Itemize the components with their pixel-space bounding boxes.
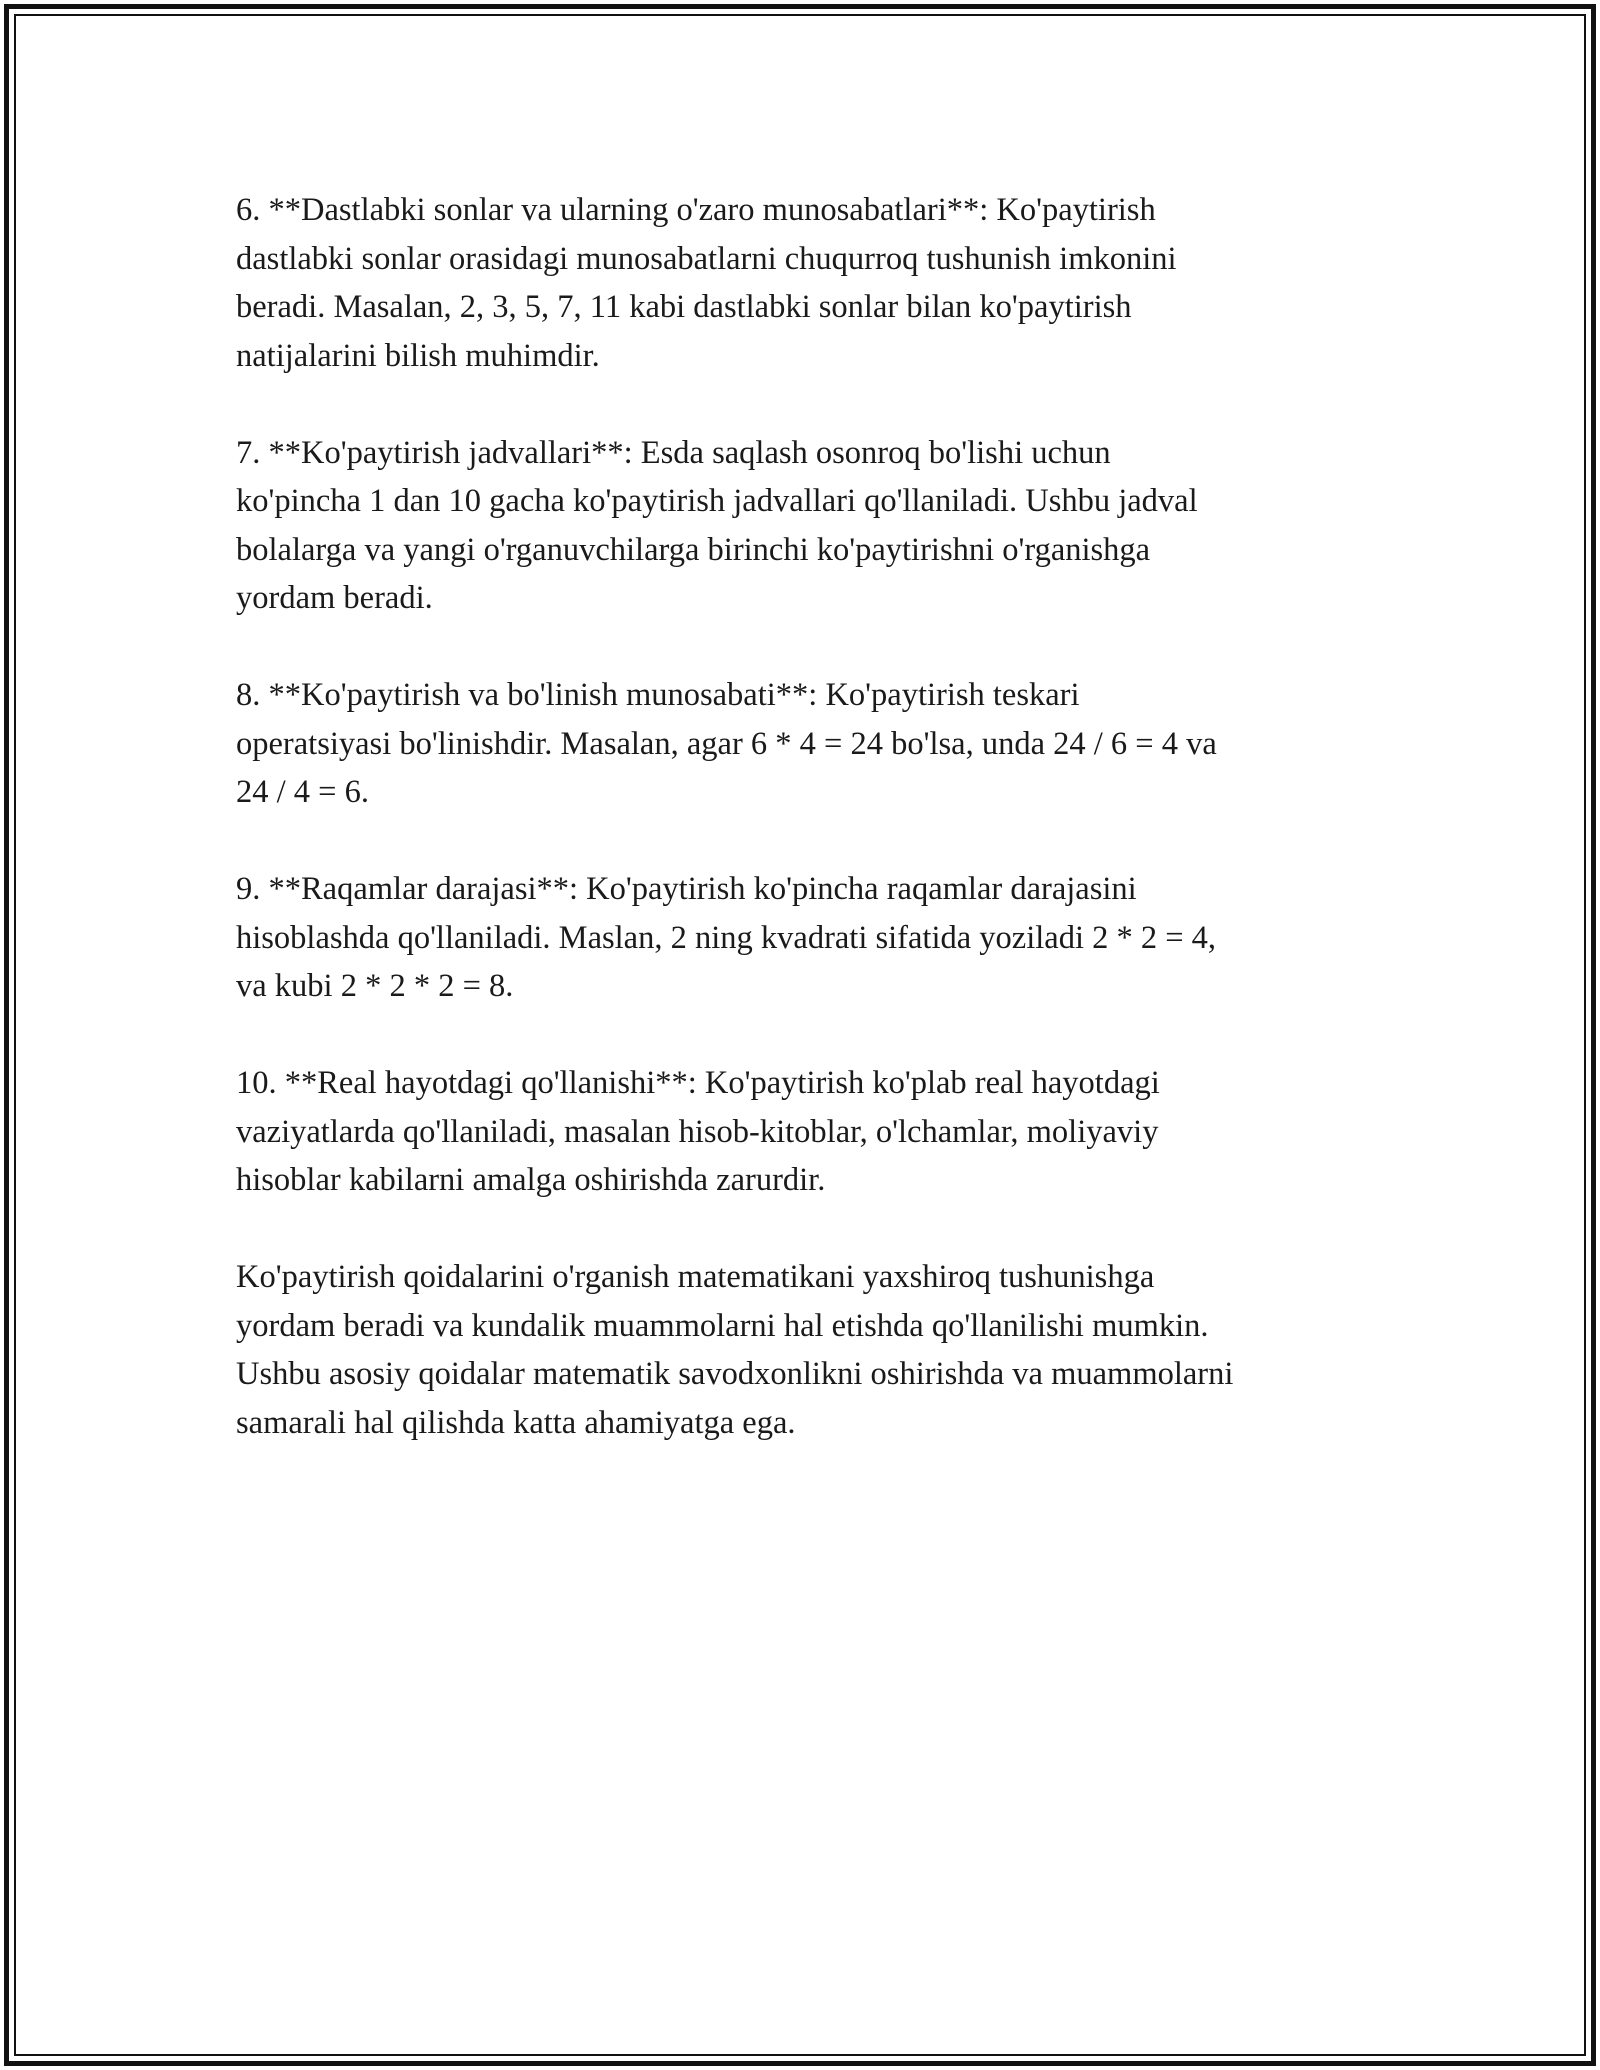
text-line: hisoblashda qo'llaniladi. Maslan, 2 ning kvadrati sifatida yoziladi 2 * 2 = 4,: [236, 919, 1217, 956]
paragraph-bolinish-munosabati: [236, 671, 1386, 817]
paragraph-dastlabki-sonlar: [236, 186, 1386, 380]
text-line: operatsiyasi bo'linishdir. Masalan, agar 6 * 4 = 24 bo'lsa, unda 24 / 6 = 4 va: [236, 725, 1217, 762]
document-body: [236, 186, 1386, 1496]
text-line: 24 / 4 = 6.: [236, 774, 369, 810]
text-line: 8. **Ko'paytirish va bo'linish munosabati**: Ko'paytirish teskari: [236, 677, 1080, 713]
paragraph-conclusion: [236, 1253, 1386, 1447]
text-line: yordam beradi va kundalik muammolarni hal etishda qo'llanilishi mumkin.: [236, 1307, 1209, 1344]
text-line: 10. **Real hayotdagi qo'llanishi**: Ko'paytirish ko'plab real hayotdagi: [236, 1065, 1160, 1101]
text-line: 9. **Raqamlar darajasi**: Ko'paytirish ko'pincha raqamlar darajasini: [236, 871, 1137, 907]
text-line: Ko'paytirish qoidalarini o'rganish matematikani yaxshiroq tushunishga: [236, 1259, 1155, 1295]
text-line: hisoblar kabilarni amalga oshirishda zarurdir.: [236, 1162, 826, 1198]
paragraph-kopaytirish-jadvallari: [236, 429, 1386, 623]
text-line: natijalarini bilish muhimdir.: [236, 337, 600, 374]
paragraph-raqamlar-darajasi: [236, 865, 1386, 1011]
text-line: samarali hal qilishda katta ahamiyatga ega.: [236, 1404, 796, 1441]
text-line: 6. **Dastlabki sonlar va ularning o'zaro munosabatlari**: Ko'paytirish: [236, 192, 1156, 228]
text-line: yordam beradi.: [236, 580, 433, 616]
text-line: va kubi 2 * 2 * 2 = 8.: [236, 968, 514, 1004]
text-line: bolalarga va yangi o'rganuvchilarga birinchi ko'paytirishni o'rganishga: [236, 531, 1151, 568]
text-line: 7. **Ko'paytirish jadvallari**: Esda saqlash osonroq bo'lishi uchun: [236, 434, 1111, 471]
text-line: beradi. Masalan, 2, 3, 5, 7, 11 kabi dastlabki sonlar bilan ko'paytirish: [236, 289, 1132, 325]
paragraph-real-hayot: [236, 1059, 1386, 1205]
text-line: Ushbu asosiy qoidalar matematik savodxonlikni oshirishda va muammolarni: [236, 1356, 1234, 1392]
text-line: vaziyatlarda qo'llaniladi, masalan hisob-kitoblar, o'lchamlar, moliyaviy: [236, 1113, 1159, 1150]
text-line: dastlabki sonlar orasidagi munosabatlarni chuqurroq tushunish imkonini: [236, 240, 1177, 277]
text-line: ko'pincha 1 dan 10 gacha ko'paytirish jadvallari qo'llaniladi. Ushbu jadval: [236, 483, 1198, 519]
